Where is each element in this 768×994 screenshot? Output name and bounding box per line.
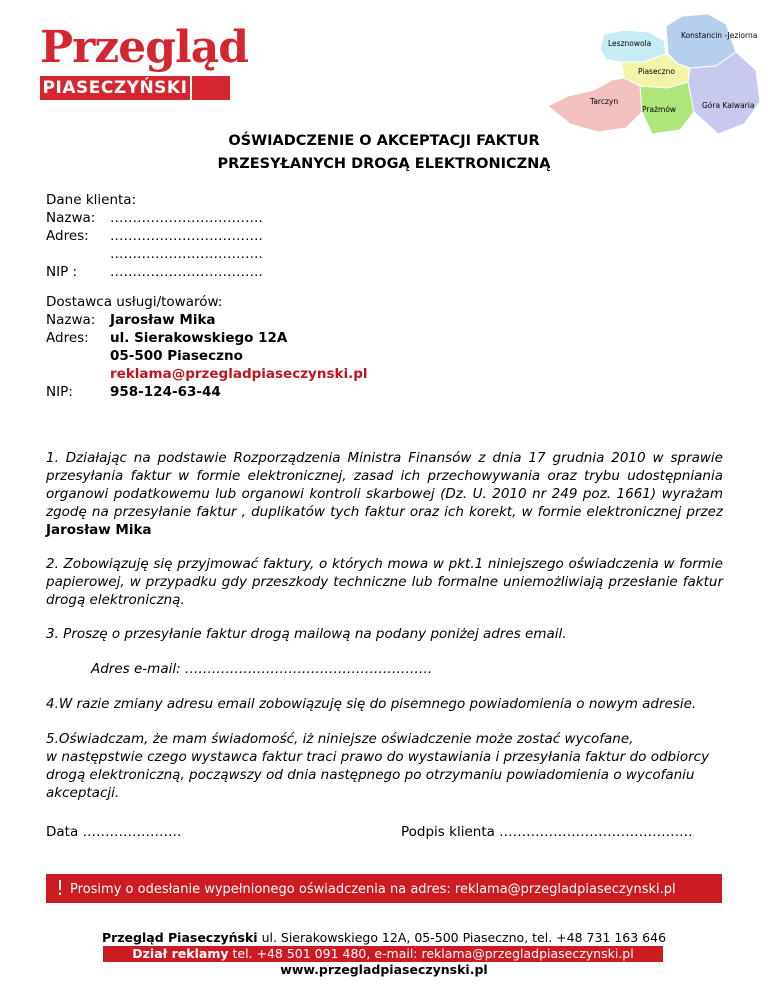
map-label-prazmow: Prażmów [642,105,677,114]
paragraph-1-text: 1. Działając na podstawie Rozporządzenia Ministra Finansów z dnia 17 grudnia 2010 w sprawie przesyłania faktur w formie elektronicznej, zasad ich przechowywania oraz trybu udostępniania organowi podatkowemu lub organowi kontroli skarbowej (Dz. U. 2010 nr 249 poz. 1661) wyrażam zgodę na przesyłanie faktur , duplikatów tych faktur oraz ich korekt, w formie elektronicznej przez [46,450,723,520]
paragraph-2 [46,555,723,609]
map-label-tarczyn: Tarczyn [590,97,619,106]
supplier-nip: 958-124-63-44 [110,384,221,400]
paragraph-3 [46,625,723,643]
logo-title: Przegląd [40,22,249,73]
map-label-konstancin: Konstancin -Jeziorna [681,31,758,40]
footer-ads-bar [103,946,663,962]
client-address-field-1[interactable]: ……………………………. [110,228,263,244]
map-label-lesznowola: Lesznowola [608,39,652,48]
client-name-label: Nazwa: [46,210,96,226]
map-label-piaseczno: Piaseczno [638,67,675,76]
paragraph-5 [46,730,723,802]
map-label-gora-kalwaria: Góra Kalwaria [702,101,755,110]
title-line-1: OŚWIADCZENIE O AKCEPTACJI FAKTUR [228,133,540,149]
client-address-field-2[interactable]: ……………………………. [110,246,263,262]
brand-logo [40,22,249,106]
supplier-name: Jarosław Mika [110,312,216,328]
email-input-label: Adres e-mail: ………………………………………………. [91,661,433,677]
document-title [0,130,768,176]
client-address-label: Adres: [46,228,89,244]
supplier-heading: Dostawca usługi/towarów: [46,294,223,310]
supplier-name-label: Nazwa: [46,312,96,328]
supplier-address-label: Adres: [46,330,89,346]
logo-subtitle: PIASECZYŃSKI [42,78,188,98]
footer-website-link[interactable]: www.przegladpiaseczynski.pl [280,962,488,977]
paragraph-2-text: 2. Zobowiązuję się przyjmować faktury, o których mowa w pkt.1 niniejszego oświadczenia w formie papierowej, w przypadku gdy przeszkody techniczne lub formalne uniemożliwiają przesłanie faktur drogą elektroniczną. [46,556,723,608]
signature-field[interactable]: Podpis klienta ……………………………………. [401,824,693,840]
email-input-line[interactable] [91,660,691,678]
client-name-field[interactable]: ……………………………. [110,210,263,226]
supplier-email-link[interactable]: reklama@przegladpiaseczynski.pl [110,366,368,382]
paragraph-3-text: 3. Proszę o przesyłanie faktur drogą mailową na podany poniżej adres email. [46,626,567,642]
footer-brand: Przegląd Piaseczyński [101,930,258,945]
date-field[interactable]: Data …………………. [46,824,182,840]
supplier-address-city: 05-500 Piaseczno [110,348,243,364]
paragraph-1 [46,449,723,539]
client-heading: Dane klienta: [46,192,137,208]
paragraph-4-text: 4.W razie zmiany adresu email zobowiązuję się do pisemnego powiadomienia o nowym adresie. [46,696,697,712]
footer-address-line [0,930,768,945]
paragraph-1-name: Jarosław Mika [46,522,152,538]
banner-text: Prosimy o odesłanie wypełnionego oświadczenia na adres: reklama@przegladpiaseczynski.pl [70,882,676,897]
supplier-address-street: ul. Sierakowskiego 12A [110,330,288,346]
client-nip-label: NIP : [46,264,78,280]
exclamation-icon: ! [56,876,65,900]
supplier-nip-label: NIP: [46,384,73,400]
footer-address: ul. Sierakowskiego 12A, 05-500 Piaseczno, tel. +48 731 163 646 [261,930,667,945]
paragraph-4 [46,695,723,713]
footer-ads-dept: Dział reklamy [132,946,229,961]
logo-accent-box [192,76,230,100]
paragraph-5-line-2: w następstwie czego wystawca faktur traci prawo do wystawiania i przesyłania faktur do odbiorcy drogą elektroniczną, począwszy od dnia następnego po otrzymaniu powiadomienia o wycofaniu akceptacji. [46,749,710,801]
client-nip-field[interactable]: ……………………………. [110,264,263,280]
footer-ads-contact[interactable]: tel. +48 501 091 480, e-mail: reklama@przegladpiaseczynski.pl [232,946,634,961]
paragraph-5-line-1: 5.Oświadczam, że mam świadomość, iż niniejsze oświadczenie może zostać wycofane, [46,731,634,747]
return-instructions-banner [46,874,722,903]
region-map [548,12,762,136]
title-line-2: PRZESYŁANYCH DROGĄ ELEKTRONICZNĄ [217,156,551,172]
